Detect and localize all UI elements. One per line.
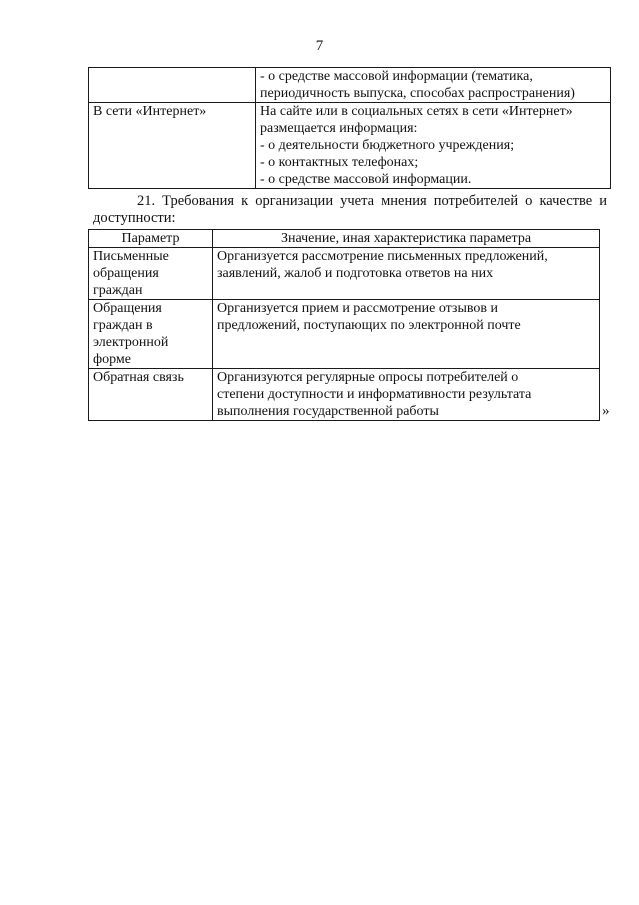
value-line: выполнения государственной работы xyxy=(217,404,439,419)
value-line: периодичность выпуска, способах распространения) xyxy=(260,86,575,101)
parameter-line: форме xyxy=(93,352,131,367)
parameter-line: Обратная связь xyxy=(93,370,184,385)
parameter-cell xyxy=(89,300,213,369)
parameter-line: электронной xyxy=(93,335,169,350)
table-row xyxy=(89,300,600,369)
parameter-cell xyxy=(89,369,213,421)
column-header: Значение, иная характеристика параметра xyxy=(213,230,600,248)
parameter-cell: В сети «Интернет» xyxy=(89,103,256,189)
parameter-line: Письменные xyxy=(93,249,169,264)
value-line: Организуются регулярные опросы потребителей о xyxy=(217,370,519,385)
page-number: 7 xyxy=(315,38,324,54)
value-cell xyxy=(256,103,611,189)
value-line: - о деятельности бюджетного учреждения; xyxy=(260,138,515,153)
table-header-row xyxy=(89,230,600,248)
value-line: - о контактных телефонах; xyxy=(260,155,419,170)
value-cell xyxy=(213,248,600,300)
value-line: Организуется рассмотрение письменных предложений, xyxy=(217,249,548,264)
value-cell xyxy=(213,300,600,369)
table-row xyxy=(89,369,600,421)
feedback-table xyxy=(88,229,600,421)
parameter-cell xyxy=(89,248,213,300)
column-header: Параметр xyxy=(89,230,213,248)
value-line: заявлений, жалоб и подготовка ответов на них xyxy=(217,266,494,281)
section-paragraph: 21. Требования к организации учета мнения потребителей о качестве и доступности: xyxy=(93,193,607,226)
media-info-table xyxy=(88,67,611,189)
value-line: На сайте или в социальных сетях в сети «Интернет» xyxy=(260,104,573,119)
value-line: Организуется прием и рассмотрение отзывов и xyxy=(217,301,498,316)
value-line: - о средстве массовой информации. xyxy=(260,172,472,187)
value-cell xyxy=(213,369,600,421)
table-row xyxy=(89,248,600,300)
table-row xyxy=(89,103,611,189)
parameter-cell xyxy=(89,68,256,103)
value-cell xyxy=(256,68,611,103)
value-line: - о средстве массовой информации (тематика, xyxy=(260,69,533,84)
value-line: степени доступности и информативности результата xyxy=(217,387,532,402)
value-line: предложений, поступающих по электронной почте xyxy=(217,318,521,333)
parameter-line: граждан xyxy=(93,283,143,298)
table-row xyxy=(89,68,611,103)
parameter-line: граждан в xyxy=(93,318,153,333)
parameter-line: обращения xyxy=(93,266,159,281)
value-line: размещается информация: xyxy=(260,121,418,136)
parameter-line: Обращения xyxy=(93,301,162,316)
closing-quote: » xyxy=(602,403,610,419)
